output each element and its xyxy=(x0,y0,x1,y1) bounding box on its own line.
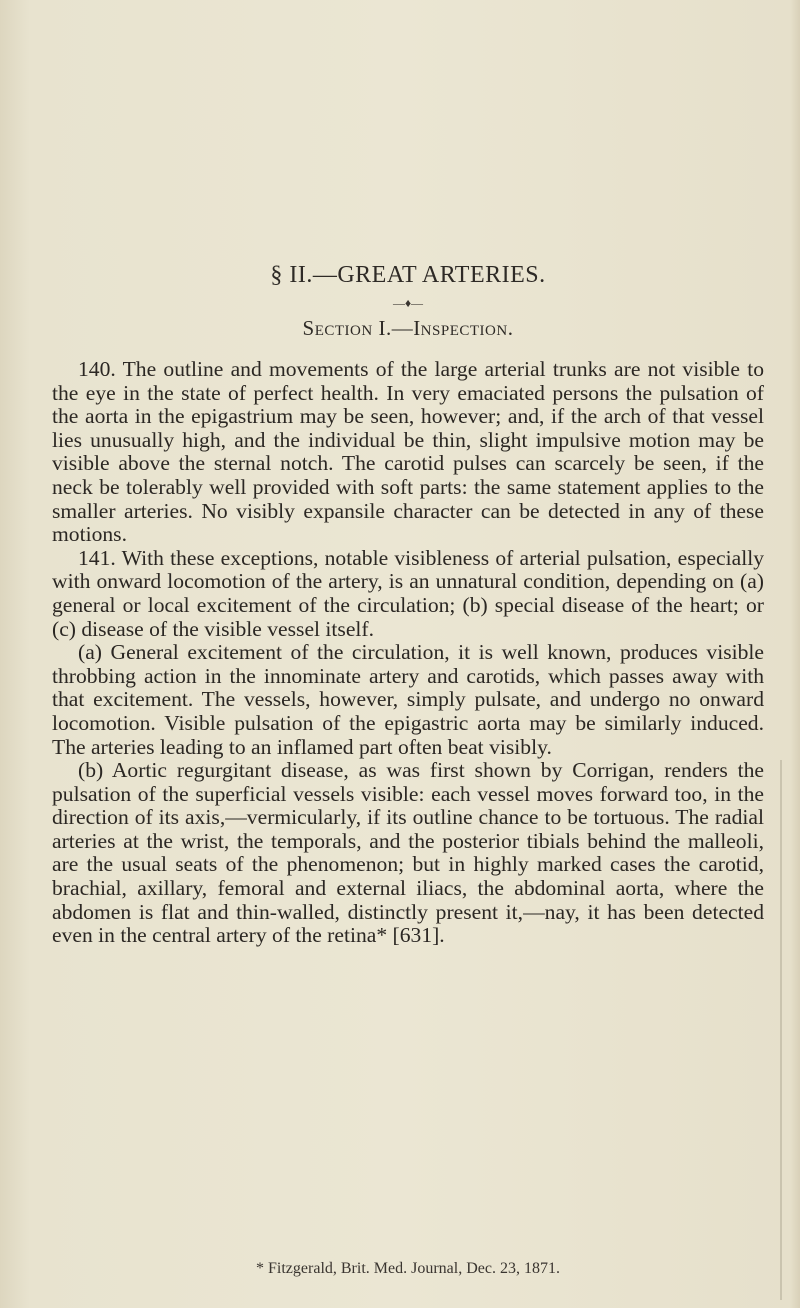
paragraph-b: (b) Aortic regurgitant disease, as was first shown by Corrigan, renders the pulsation of the superficial vessels visible: each vessel moves forward too, in the direction of its axis,—vermicularly, if its outline chance to be tortuous. The radial arteries at the wrist, the temporals, and the posterior tibials behind the malleoli, are the usual seats of the phenomenon; but in highly marked cases the carotid, brachial, axillary, femoral and external iliacs, the abdominal aorta, where the abdomen is flat and thin-walled, distinctly present it,—nay, it has been detected even in the central artery of the retina* [631]. xyxy=(52,758,764,948)
paragraph-141: 141. With these exceptions, notable visibleness of arterial pulsation, especially with onward locomotion of the artery, is an unnatural condition, depending on (a) general or local excitement of the circulation; (b) special disease of the heart; or (c) disease of the visible vessel itself. xyxy=(52,545,764,641)
paragraph-a: (a) General excitement of the circulation, it is well known, produces visible throbbing action in the innominate artery and carotids, which passes away with that excitement. The vessels, however, simply pulsate, and undergo no onward locomotion. Visible pulsation of the epigastric aorta may be similarly induced. The arteries leading to an inflamed part often beat visibly. xyxy=(52,640,764,759)
chapter-heading: § II.—GREAT ARTERIES. xyxy=(270,262,546,288)
footnote: * Fitzgerald, Brit. Med. Journal, Dec. 23, 1871. xyxy=(256,1260,560,1277)
body-text xyxy=(52,358,764,948)
section-title: Section I.—Inspection. xyxy=(302,316,514,340)
page-edge-shadow xyxy=(780,760,782,1300)
ornament-divider: —♦— xyxy=(392,296,424,310)
paragraph-140: 140. The outline and movements of the large arterial trunks are not visible to the eye in the state of perfect health. In very emaciated persons the pulsation of the aorta in the epigastrium may be seen, however; and, if the arch of that vessel lies unusually high, and the individual be thin, slight impulsive motion may be visible above the sternal notch. The carotid pulses can scarcely be seen, if the neck be tolerably well provided with soft parts: the same statement applies to the smaller arteries. No visibly expansile character can be detected in any of these motions. xyxy=(52,357,764,547)
